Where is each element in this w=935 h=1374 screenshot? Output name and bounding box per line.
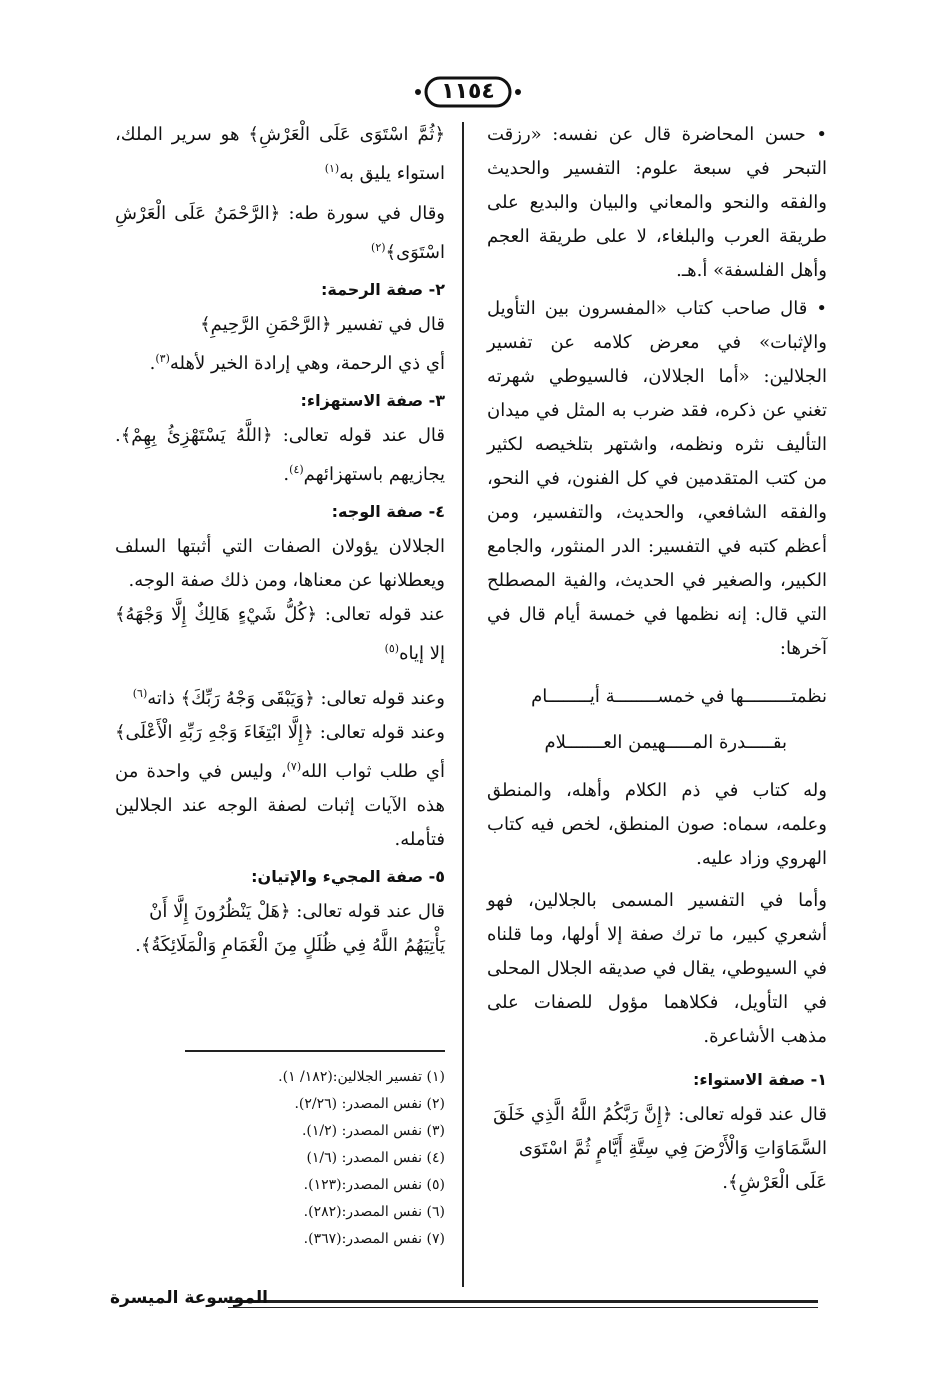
- footnote-ref: (٧): [286, 760, 302, 773]
- paragraph: [115, 716, 445, 857]
- paragraph: [115, 677, 445, 716]
- paragraph-text: ﴿ثُمَّ اسْتَوَى عَلَى الْعَرْشِ﴾ هو سرير الملك، استواء يليق به: [115, 124, 445, 184]
- paragraph: [115, 598, 445, 671]
- paragraph-text: وقال في سورة طه: ﴿الرَّحْمَنُ عَلَى الْعَرْشِ اسْتَوَى﴾: [115, 203, 445, 263]
- paragraph: قال عند قوله تعالى: ﴿هَلْ يَنْظُرُونَ إِلَّا أَنْ يَأْتِيَهُمُ اللَّهُ فِي ظُلَلٍ مِنَ الْغَمَامِ وَالْمَلَائِكَةُ﴾.: [135, 901, 445, 956]
- footnote-ref: (٣): [155, 352, 170, 365]
- paragraph: • حسن المحاضرة قال عن نفسه: «رزقت التبحر في سبعة علوم: التفسير والحديث والفقه والنحو والمعاني والبيان والبديع على طريقة العرب والبلغاء، لا على طريقة العجم وأهل الفلسفة» أ.هـ.: [487, 124, 827, 281]
- paragraph: قال عند قوله تعالى: ﴿اللَّهُ يَسْتَهْزِئُ بِهِمْ﴾. يجازيهم باستهزائهم$^{(٤)}$.: [115, 425, 445, 485]
- footer-rule: [228, 1300, 818, 1303]
- paragraph-text: ، وليس في واحدة من هذه الآيات إثبات لصفة الوجه عند الجلالين فتأمله.: [115, 761, 445, 850]
- page-number-badge: [412, 72, 524, 112]
- footnote-rule: [185, 1050, 445, 1052]
- paragraph: أي ذي الرحمة، وهي إرادة الخير لأهله$^{(٣)}$.: [149, 352, 445, 374]
- footnote-ref: (٤): [289, 463, 304, 476]
- poem-line: نظمتـــــــــها في خمســــــــة أيــــــــام: [531, 686, 827, 707]
- paragraph: وله كتاب في ذم الكلام وأهله، والمنطق وعلمه، سماه: صون المنطق، لخص فيه كتاب الهروي وزاد عليه.: [487, 780, 827, 869]
- section-heading: ٣- صفة الاستهزاء:: [300, 391, 445, 410]
- footnote-ref: (٢): [371, 241, 386, 254]
- poem-line: بقـــــدرة المـــــهيمن العـــــــلام: [544, 732, 787, 753]
- footnote: (٦) نفس المصدر:(٢٨٢).: [303, 1204, 445, 1220]
- footnote: (١) تفسير الجلالين:(١٨٢/ ١).: [278, 1069, 445, 1085]
- paragraph: [115, 197, 445, 270]
- footnote-ref: (٦): [132, 687, 148, 700]
- footnote-ref: (٥): [384, 642, 400, 655]
- paragraph-text: قال عند قوله تعالى: ﴿اللَّهُ يَسْتَهْزِئُ بِهِمْ﴾. يجازيهم باستهزائهم: [115, 425, 445, 485]
- paragraph: قال عند قوله تعالى: ﴿إِنَّ رَبَّكُمُ اللَّهُ الَّذِي خَلَقَ السَّمَاوَاتِ وَالْأَرْضَ فِي سِتَّةِ أَيَّامٍ ثُمَّ اسْتَوَى عَلَى الْعَرْشِ﴾.: [493, 1104, 827, 1193]
- footer-title: الموسوعة الميسرة: [110, 1288, 268, 1308]
- footnote: (٥) نفس المصدر:(١٢٣).: [303, 1177, 445, 1193]
- paragraph-text: وعند قوله تعالى: ﴿إِلَّا ابْتِغَاءَ وَجْهِ رَبِّهِ الْأَعْلَى﴾ أي طلب ثواب الله: [115, 722, 445, 782]
- left-column: [115, 118, 445, 963]
- paragraph: الجلالان يؤولان الصفات التي أثبتها السلف ويعطلانها عن معناها، ومن ذلك صفة الوجه.: [115, 536, 445, 591]
- paragraph: وأما في التفسير المسمى بالجلالين، فهو أشعري كبير، ما ترك صفة إلا أولها، وما قلناه في السيوطي، يقال في صديقه الجلال المحلى في التأويل، فكلاهما مؤول للصفات على مذهب الأشاعرة.: [487, 890, 827, 1047]
- footnotes-list: [115, 1064, 445, 1253]
- footer-rule: [228, 1307, 818, 1308]
- footnote: (٢) نفس المصدر: (٢/٢٦).: [294, 1096, 445, 1112]
- footnote: (٤) نفس المصدر: (١/٦): [306, 1150, 445, 1166]
- paragraph-text: أي ذي الرحمة، وهي إرادة الخير لأهله: [169, 353, 445, 374]
- footnote: (٣) نفس المصدر: (١/٢).: [301, 1123, 445, 1139]
- section-heading: ٢- صفة الرحمة:: [320, 280, 445, 299]
- paragraph: [115, 118, 445, 191]
- paragraph-text: عند قوله تعالى: ﴿كُلُّ شَيْءٍ هَالِكٌ إِلَّا وَجْهَهُ﴾ إلا إياه: [115, 604, 445, 664]
- page-number: ١١٥٤: [441, 79, 495, 104]
- right-column: [487, 118, 827, 1200]
- column-divider: [462, 122, 464, 1287]
- footnote: (٧) نفس المصدر:(٣٦٧).: [303, 1231, 445, 1247]
- section-heading: ١- صفة الاستواء:: [693, 1070, 827, 1089]
- paragraph: قال في تفسير ﴿الرَّحْمَنِ الرَّحِيمِ﴾: [200, 314, 445, 335]
- section-heading: ٤- صفة الوجه:: [331, 502, 445, 521]
- footnote-ref: (١): [324, 162, 340, 175]
- paragraph: • قال صاحب كتاب «المفسرون بين التأويل والإثبات» في معرض كلامه عن تفسير الجلالين: «أما الجلالان، فالسيوطي شهرته تغني عن ذكره، فقد ضرب به المثل في ميدان التأليف نثره ونظمه، واشتهر بتلخيصه لكثير من كتب المتقدمين في كل الفنون، في النحو، والفقه الشافعي، والحديث، والتفسير، ومن أعظم كتبه في التفسير: الدر المنثور، والجامع الكبير، والصغير في الحديث، والفية المصطلح التي قال: إنه نظمها في خمسة أيام قال في آخرها:: [487, 298, 827, 659]
- section-heading: ٥- صفة المجيء والإتيان:: [251, 867, 445, 886]
- paragraph-text: وعند قوله تعالى: ﴿وَيَبْقَى وَجْهُ رَبِّكَ﴾ ذاته: [147, 688, 445, 709]
